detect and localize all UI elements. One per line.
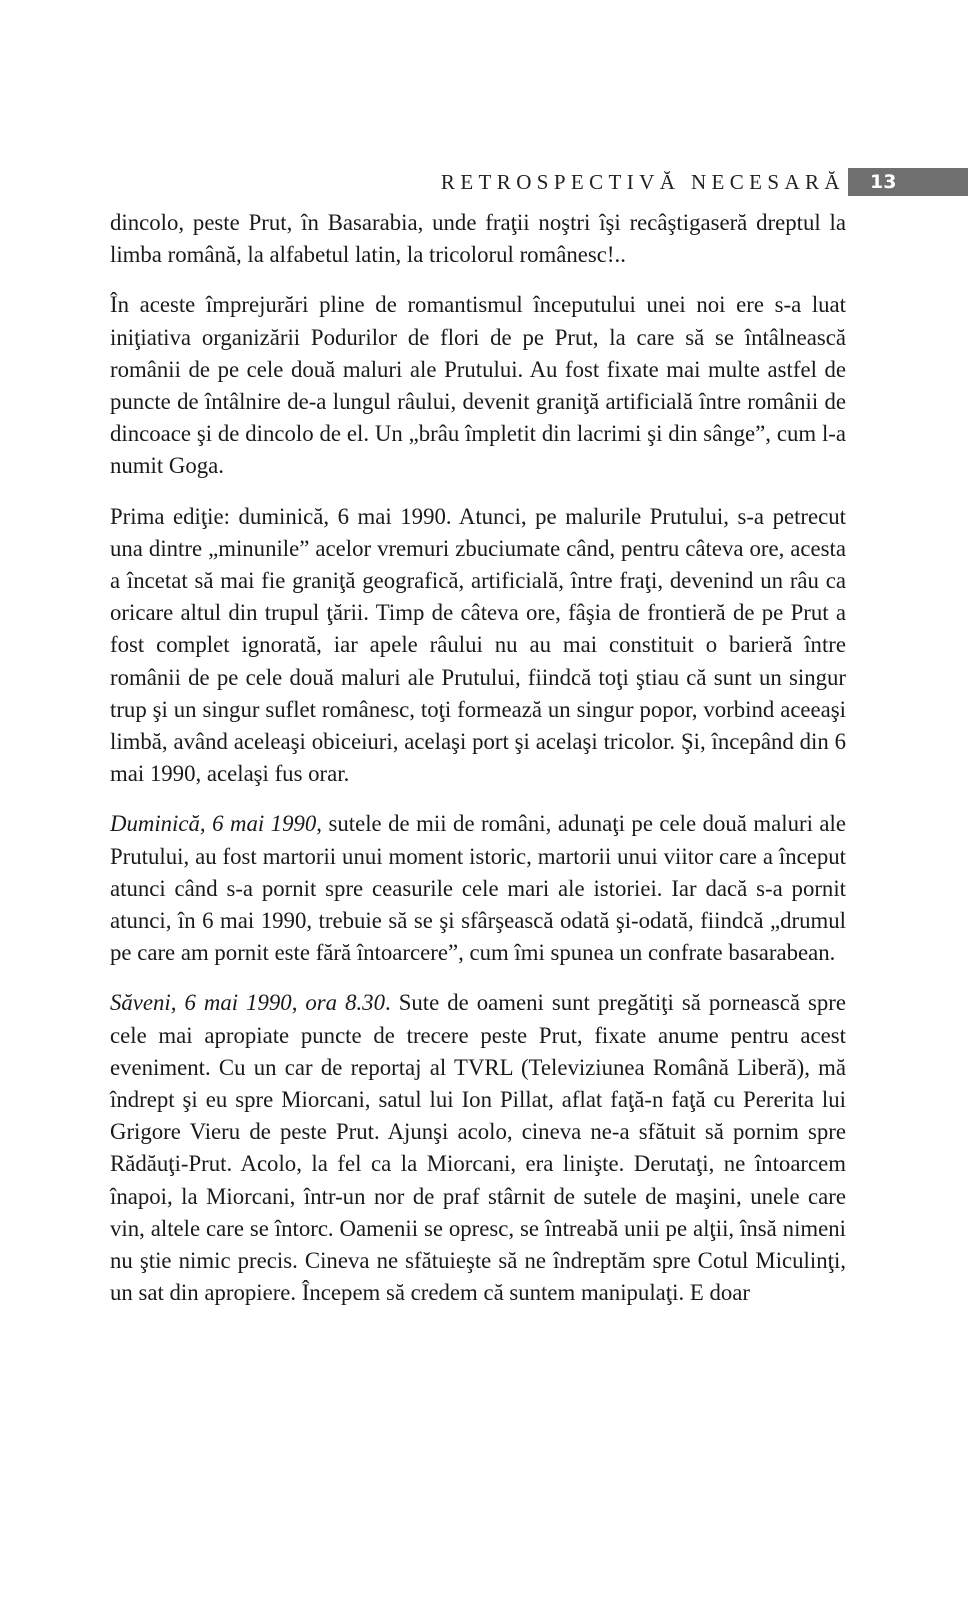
paragraph <box>110 808 846 969</box>
paragraph <box>110 501 846 791</box>
paragraph-lead-italic: Duminică, 6 mai 1990 <box>110 811 317 837</box>
running-title: RETROSPECTIVĂ NECESARĂ <box>440 170 845 194</box>
paragraph <box>110 987 846 1309</box>
paragraph-text: , sutele de mii de români, adunaţi pe cele două maluri ale Prutului, au fost martorii unui moment istoric, martorii unui viitor care a început atunci când s-a pornit spre ceasurile cele mari ale istoriei. Iar dacă s-a pornit atunci, în 6 mai 1990, trebuie să se şi sfârşească odată şi-odată, fiindcă „drumul pe care am pornit este fără întoarcere”, cum îmi spunea un confrate basarabean. <box>110 811 846 966</box>
paragraph-text: În aceste împrejurări pline de romantismul începutului unei noi ere s-a luat iniţiativa organizării Podurilor de flori de pe Prut, la care să se întâlnească românii de pe cele două maluri ale Prutului. Au fost fixate mai multe astfel de puncte de întâlnire de-a lungul râului, devenit graniţă artificială între românii de dincoace şi de dincolo de el. Un „brâu împletit din lacrimi şi din sânge”, cum l-a numit Goga. <box>110 292 846 479</box>
paragraph-text: dincolo, peste Prut, în Basarabia, unde fraţii noştri îşi recâştigaseră dreptul la limba română, la alfabetul latin, la tricolorul românesc!.. <box>110 210 846 268</box>
paragraph <box>110 289 846 482</box>
paragraph-text: Prima ediţie: duminică, 6 mai 1990. Atunci, pe malurile Prutului, s-a petrecut una dintre „minunile” acelor vremuri zbuciumate când, pentru câteva ore, acesta a încetat să mai fie graniţă geografică, artificială, între fraţi, devenind un râu ca oricare altul din trupul ţării. Timp de câteva ore, fâşia de frontieră de pe Prut a fost complet ignorată, iar apele râului nu au mai constituit o barieră între românii de pe cele două maluri ale Prutului, fiindcă toţi ştiau că sunt un singur trup şi un singur suflet românesc, toţi formează un singur popor, vorbind aceeaşi limbă, având aceleaşi obiceiuri, acelaşi port şi acelaşi tricolor. Şi, începând din 6 mai 1990, acelaşi fus orar. <box>110 503 846 787</box>
page-number-box <box>848 168 968 196</box>
paragraph-text: . Sute de oameni sunt pregătiţi să pornească spre cele mai apropiate puncte de trecere peste Prut, fixate anume pentru acest eveniment. Cu un car de reportaj al TVRL (Televiziunea Română Liberă), mă îndrept şi eu spre Miorcani, satul lui Ion Pillat, aflat faţă-n faţă cu Pererita lui Grigore Vieru de peste Prut. Ajunşi acolo, cineva ne-a sfătuit să pornim spre Rădăuţi-Prut. Acolo, la fel ca la Miorcani, era linişte. Derutaţi, ne întoarcem înapoi, la Miorcani, într-un nor de praf stârnit de sutele de maşini, unele care vin, altele care se întorc. Oamenii se opresc, se întreabă unii pe alţii, însă nimeni nu ştie nimic precis. Cineva ne sfătuieşte să ne îndreptăm spre Cotul Miculinţi, un sat din apropiere. Începem să credem că suntem manipulaţi. E doar <box>110 990 846 1306</box>
paragraph-lead-italic: Săveni, 6 mai 1990, ora 8.30 <box>110 990 385 1016</box>
running-header <box>0 168 968 196</box>
paragraph <box>110 207 846 271</box>
text-body <box>110 207 846 1328</box>
page-number: 13 <box>870 171 897 193</box>
